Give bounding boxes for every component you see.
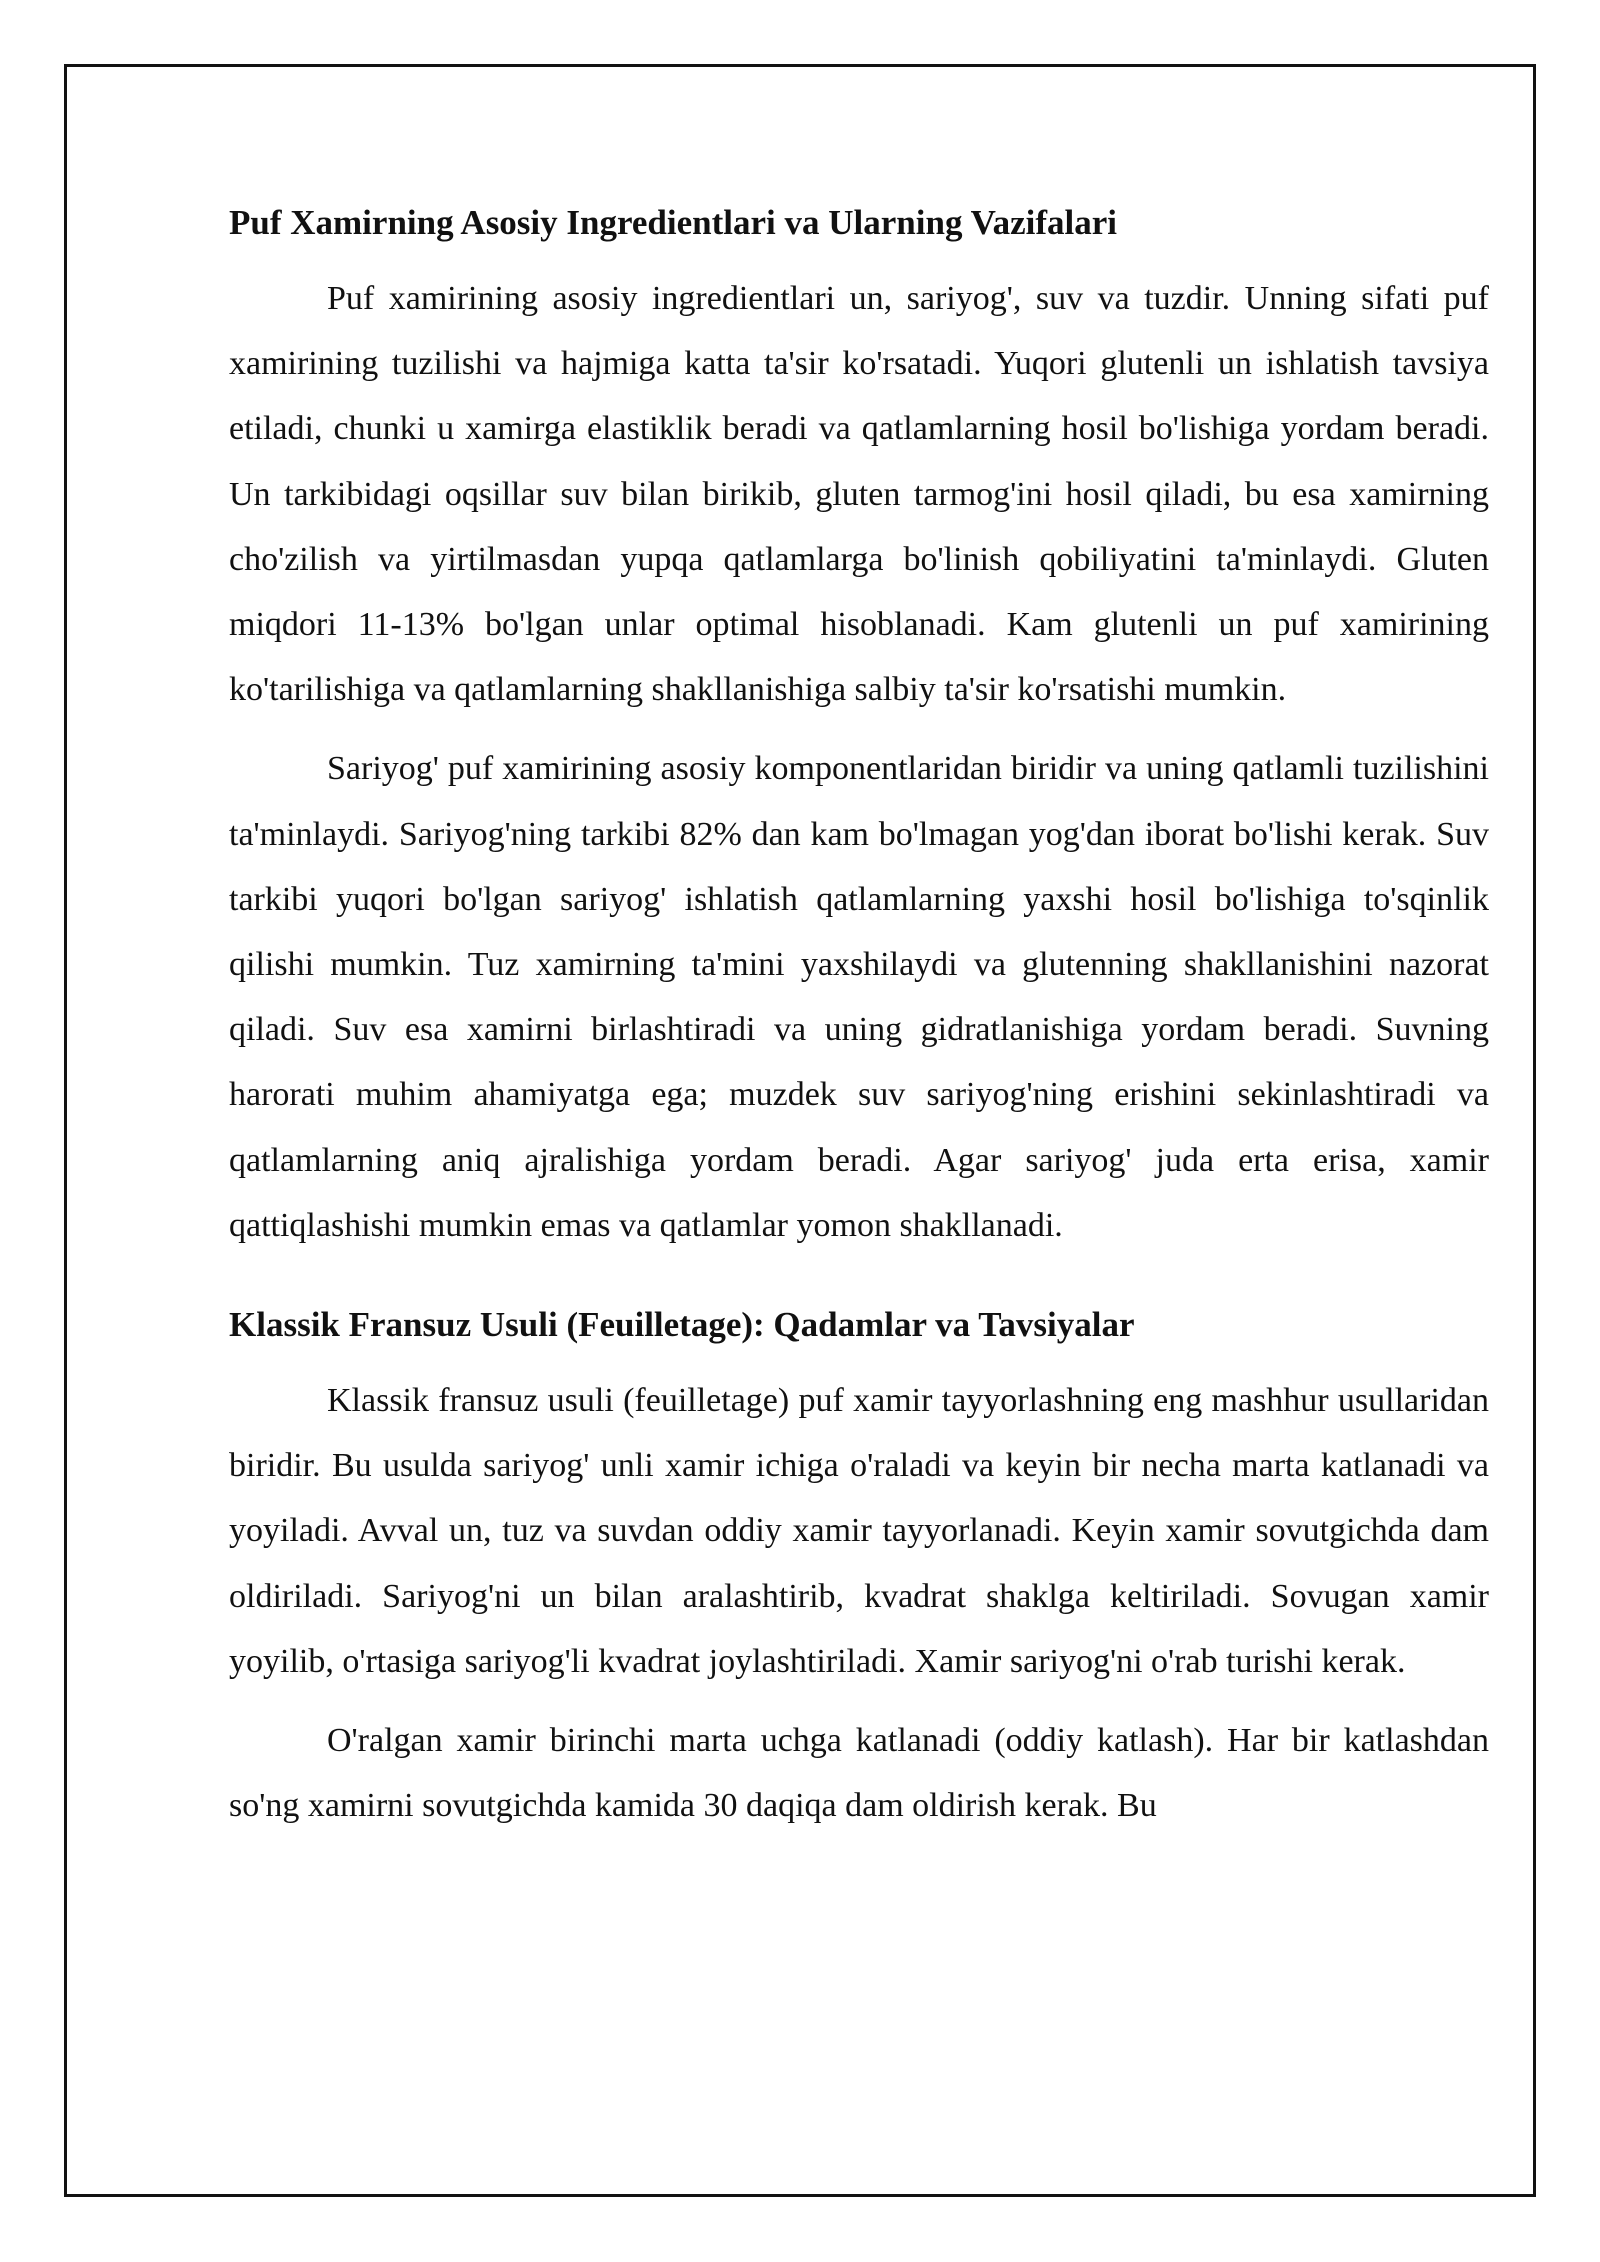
document-body [229,198,1489,1852]
paragraph: O'ralgan xamir birinchi marta uchga katlanadi (oddiy katlash). Har bir katlashdan so'ng xamirni sovutgichda kamida 30 daqiqa dam oldirish kerak. Bu [229,1722,1489,1825]
paragraph: Sariyog' puf xamirining asosiy komponentlaridan biridir va uning qatlamli tuzilishini ta'minlaydi. Sariyog'ning tarkibi 82% dan kam bo'lmagan yog'dan iborat bo'lishi kerak. Suv tarkibi yuqori bo'lgan sariyog' ishlatish qatlamlarning yaxshi hosil bo'lishiga to'sqinlik qilishi mumkin. Tuz xamirning ta'mini yaxshilaydi va glutenning shakllanishini nazorat qiladi. Suv esa xamirni birlashtiradi va uning gidratlanishiga yordam beradi. Suvning harorati muhim ahamiyatga ega; muzdek suv sariyog'ning erishini sekinlashtiradi va qatlamlarning aniq ajralishiga yordam beradi. Agar sariyog' juda erta erisa, xamir qattiqlashishi mumkin emas va qatlamlar yomon shakllanadi. [229,750,1489,1244]
paragraph: Puf xamirining asosiy ingredientlari un, sariyog', suv va tuzdir. Unning sifati puf xamirining tuzilishi va hajmiga katta ta'sir ko'rsatadi. Yuqori glutenli un ishlatish tavsiya etiladi, chunki u xamirga elastiklik beradi va qatlamlarning hosil bo'lishiga yordam beradi. Un tarkibidagi oqsillar suv bilan birikib, gluten tarmog'ini hosil qiladi, bu esa xamirning cho'zilish va yirtilmasdan yupqa qatlamlarga bo'linish qobiliyatini ta'minlaydi. Gluten miqdori 11-13% bo'lgan unlar optimal hisoblanadi. Kam glutenli un puf xamirining ko'tarilishiga va qatlamlarning shakllanishiga salbiy ta'sir ko'rsatishi mumkin. [229,280,1489,709]
section-heading-ingredients: Puf Xamirning Asosiy Ingredientlari va Ularning Vazifalari [229,203,1118,242]
section-heading-classic-method: Klassik Fransuz Usuli (Feuilletage): Qadamlar va Tavsiyalar [229,1305,1135,1345]
paragraph: Klassik fransuz usuli (feuilletage) puf xamir tayyorlashning eng mashhur usullaridan biridir. Bu usulda sariyog' unli xamir ichiga o'raladi va keyin bir necha marta katlanadi va yoyiladi. Avval un, tuz va suvdan oddiy xamir tayyorlanadi. Keyin xamir sovutgichda dam oldiriladi. Sariyog'ni un bilan aralashtirib, kvadrat shaklga keltiriladi. Sovugan xamir yoyilib, o'rtasiga sariyog'li kvadrat joylashtiriladi. Xamir sariyog'ni o'rab turishi kerak. [229,1382,1489,1680]
